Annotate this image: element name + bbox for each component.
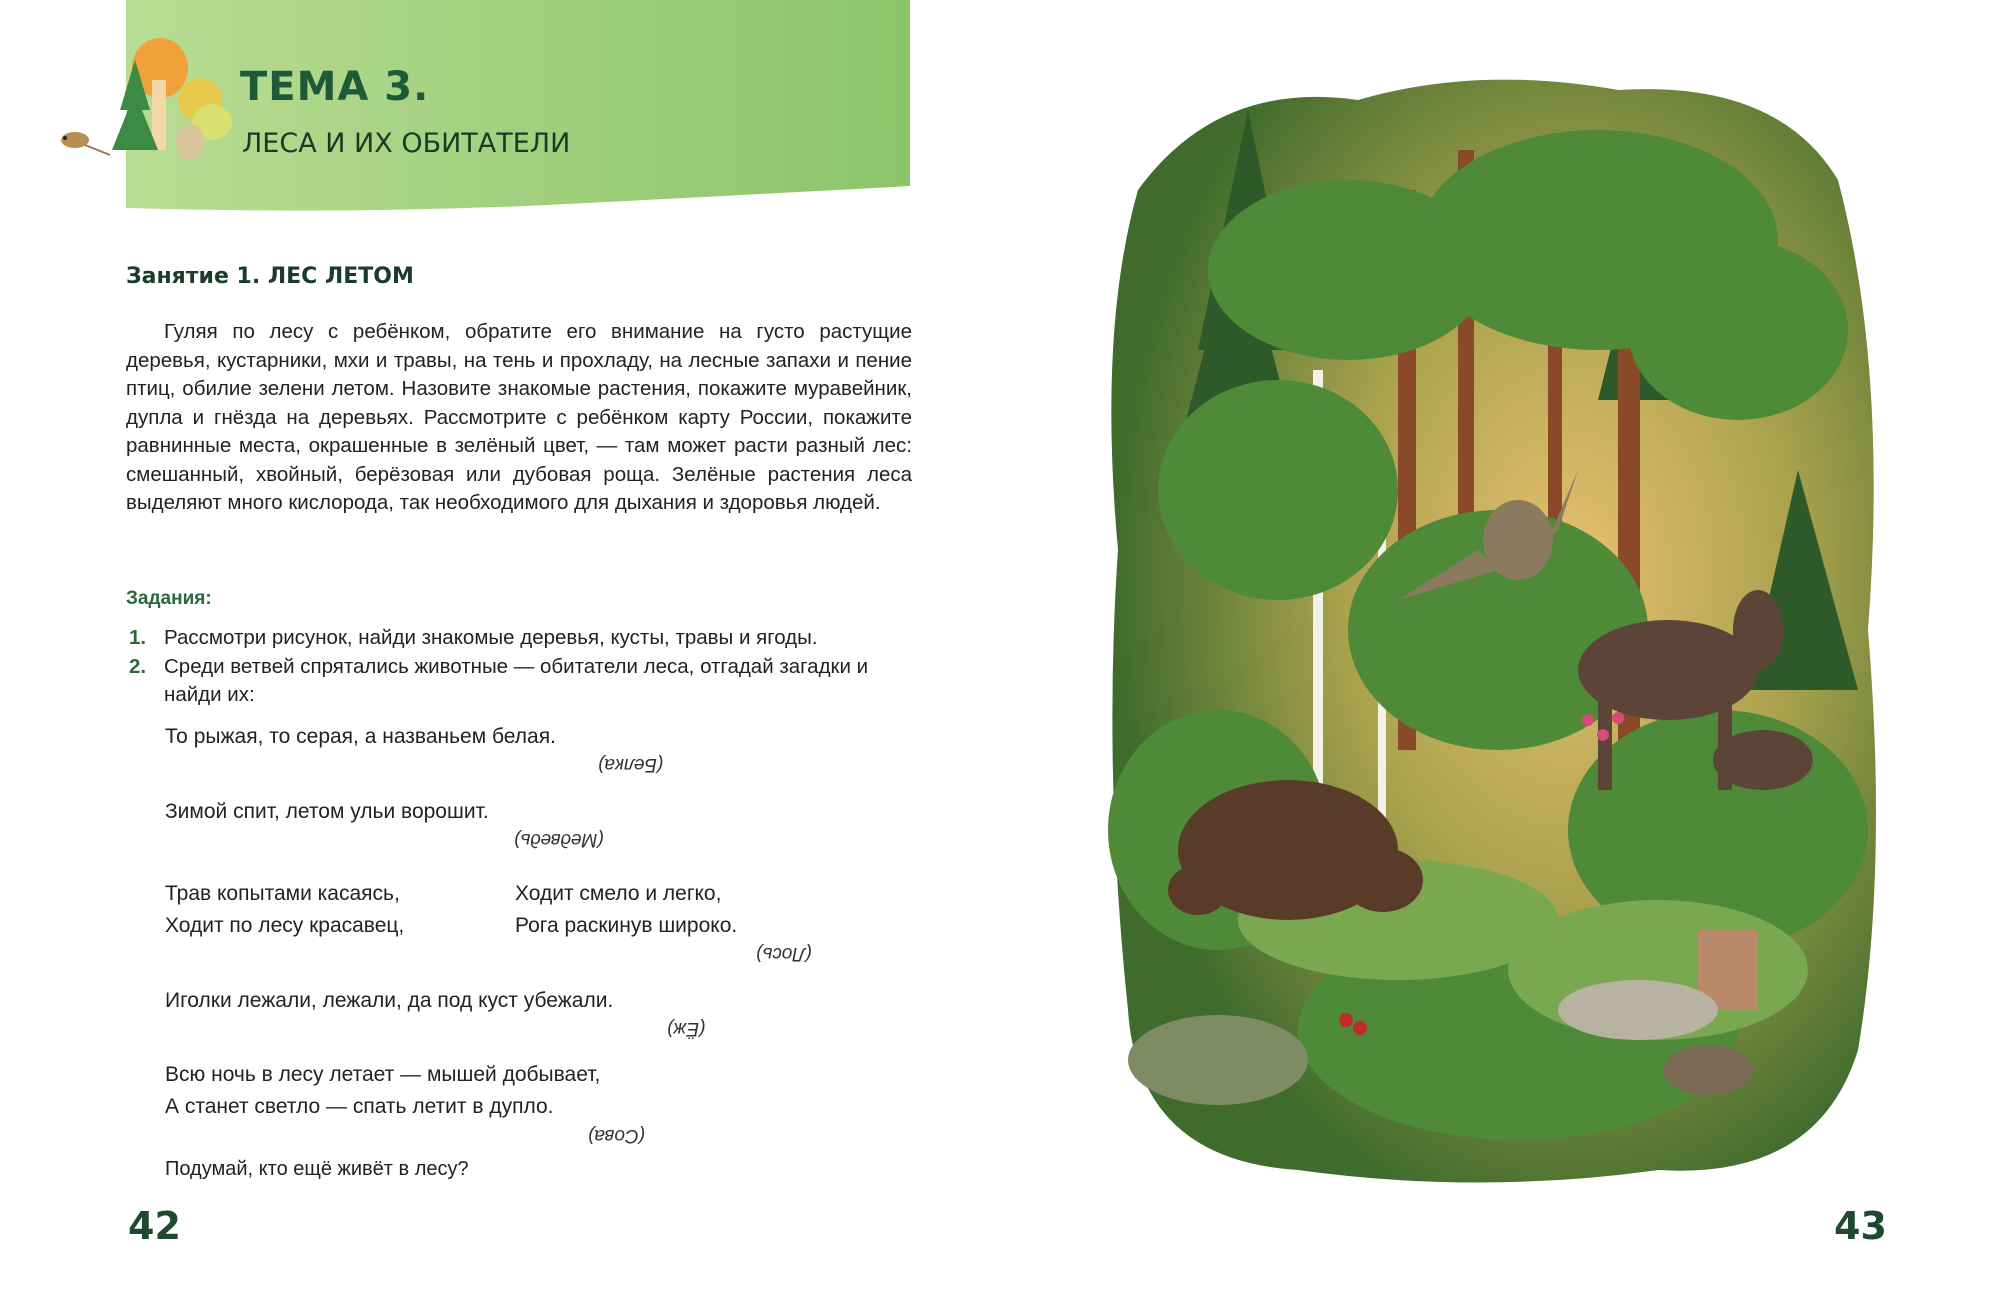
closing-question: Подумай, кто ещё живёт в лесу? bbox=[165, 1158, 469, 1180]
task-number: 2. bbox=[129, 654, 147, 678]
topic-title: ТЕМА 3. bbox=[240, 64, 430, 110]
riddle-bear-line: Зимой спит, летом ульи ворошит. bbox=[165, 800, 489, 823]
tasks-list bbox=[126, 624, 912, 710]
riddle-moose-line-1-left: Трав копытами касаясь, bbox=[165, 882, 400, 905]
task-number: 1. bbox=[129, 626, 147, 649]
riddle-owl-line-1: Всю ночь в лесу летает — мышей добывает, bbox=[165, 1063, 601, 1086]
mushroom-hedgehog-illustration bbox=[40, 30, 240, 180]
lesson-title: Занятие 1. ЛЕС ЛЕТОМ bbox=[126, 264, 414, 289]
task-item bbox=[126, 624, 912, 653]
lesson-intro-paragraph: Гуляя по лесу с ребёнком, обратите его внимание на густо растущие деревья, кустарники, мхи и травы, на тень и прохладу, на лесные запахи и пение птиц, обилие зелени летом. Назовите знакомые растения, покажите муравейник, дупла и гнёзда на деревьях. Рассмотрите с ребёнком карту России, покажите равнинные места, окрашенные в зелёный цвет, — там может расти разный лес: смешанный, хвойный, берёзовая или дубовая роща. Зелёные растения леса выделяют много кислорода, так необходимого для дыхания и здоровья людей. bbox=[126, 320, 912, 514]
riddle-hedgehog-answer: (Ёж) bbox=[667, 1018, 706, 1039]
riddle-moose-answer: (Лось) bbox=[756, 943, 812, 964]
tasks-heading: Задания: bbox=[126, 588, 212, 609]
forest-illustration bbox=[1098, 70, 1878, 1200]
task-text: Среди ветвей спрятались животные — обитатели леса, отгадай загадки и найди их: bbox=[164, 654, 869, 706]
task-text: Рассмотри рисунок, найди знакомые деревья, кусты, травы и ягоды. bbox=[164, 626, 818, 649]
riddle-squirrel-answer: (Белка) bbox=[598, 754, 664, 775]
page-number-left: 42 bbox=[128, 1204, 181, 1248]
riddle-hedgehog-line: Иголки лежали, лежали, да под куст убежали. bbox=[165, 989, 614, 1012]
riddle-owl-answer: (Сова) bbox=[588, 1125, 646, 1146]
riddle-bear-answer: (Медведь) bbox=[514, 829, 604, 850]
riddle-moose-line-2-left: Ходит по лесу красавец, bbox=[165, 914, 405, 937]
page-number-right: 43 bbox=[1834, 1204, 1887, 1248]
riddle-owl-line-2: А станет светло — спать летит в дупло. bbox=[165, 1095, 554, 1118]
task-item bbox=[126, 653, 912, 710]
topic-subtitle: ЛЕСА И ИХ ОБИТАТЕЛИ bbox=[242, 128, 571, 159]
riddle-squirrel-line: То рыжая, то серая, а названьем белая. bbox=[165, 725, 556, 748]
hedgehog-figure bbox=[1663, 1045, 1753, 1095]
riddle-moose-line-1-right: Ходит смело и легко, bbox=[515, 882, 722, 905]
riddle-moose-line-2-right: Рога раскинув широко. bbox=[515, 914, 738, 937]
